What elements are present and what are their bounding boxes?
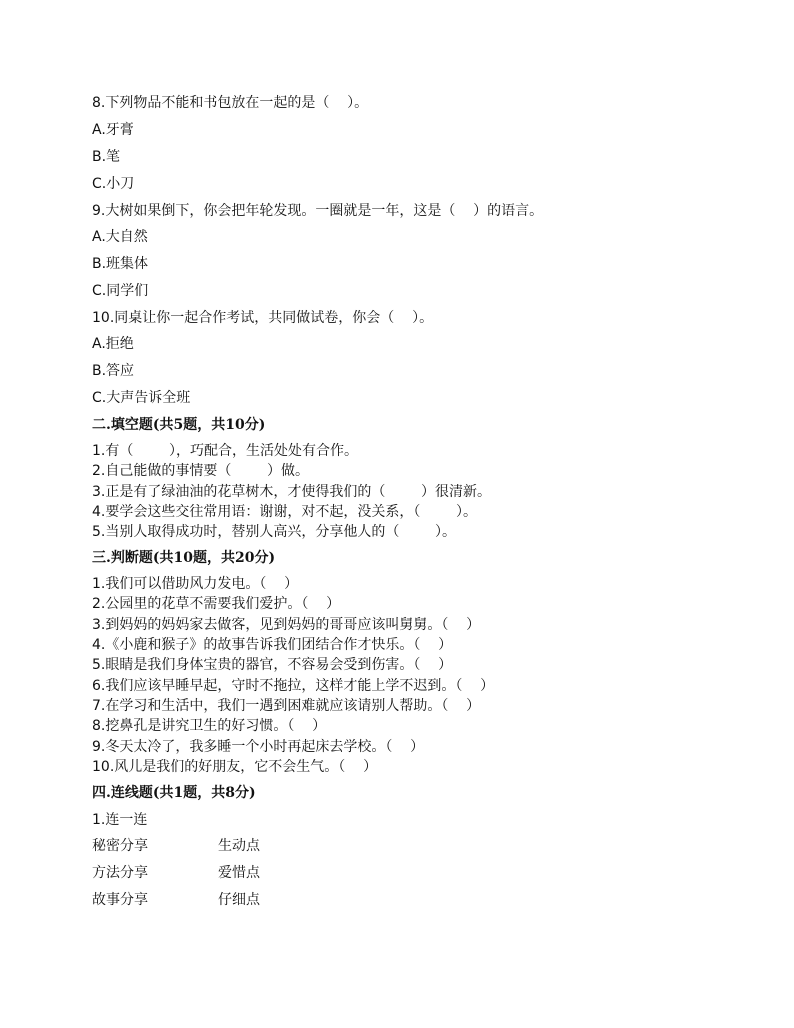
section4-heading: 四.连线题(共1题，共8分) [92, 785, 256, 801]
section3-item-9: 9.冬天太冷了，我多睡一个小时再起床去学校。（ ） [92, 739, 425, 755]
q9-stem: 9.大树如果倒下，你会把年轮发现。一圈就是一年，这是（ ）的语言。 [92, 203, 544, 219]
section3-item-1: 1.我们可以借助风力发电。（ ） [92, 576, 299, 592]
section2-heading: 二.填空题(共5题，共10分) [92, 417, 266, 433]
section2-item-4: 4.要学会这些交往常用语：谢谢，对不起，没关系，（ ）。 [92, 504, 477, 520]
q8-option-b: B.笔 [92, 149, 121, 165]
match-left-item[interactable]: 方法分享 [92, 865, 148, 881]
match-left-item[interactable]: 秘密分享 [92, 838, 148, 854]
section3-item-7: 7.在学习和生活中，我们一遇到困难就应该请别人帮助。（ ） [92, 698, 481, 714]
q10-option-c: C.大声告诉全班 [92, 390, 191, 406]
section3-heading: 三.判断题(共10题，共20分) [92, 550, 276, 566]
section3-item-6: 6.我们应该早睡早起，守时不拖拉，这样才能上学不迟到。（ ） [92, 678, 495, 694]
q9-option-a: A.大自然 [92, 229, 148, 245]
q10-option-b: B.答应 [92, 363, 135, 379]
section3-item-10: 10.风儿是我们的好朋友，它不会生气。（ ） [92, 759, 378, 775]
q10-stem: 10.同桌让你一起合作考试，共同做试卷，你会（ ）。 [92, 310, 434, 326]
q8-option-c: C.小刀 [92, 176, 135, 192]
q9-option-c: C.同学们 [92, 283, 149, 299]
section2-item-3: 3.正是有了绿油油的花草树木，才使得我们的（ ）很清新。 [92, 484, 491, 500]
section2-item-5: 5.当别人取得成功时，替别人高兴，分享他人的（ ）。 [92, 524, 456, 540]
section3-item-8: 8.挖鼻孔是讲究卫生的好习惯。（ ） [92, 718, 327, 734]
q8-stem: 8.下列物品不能和书包放在一起的是（ ）。 [92, 95, 369, 111]
q8-option-a: A.牙膏 [92, 122, 134, 138]
section2-item-2: 2.自己能做的事情要（ ）做。 [92, 463, 309, 479]
section3-item-4: 4.《小鹿和猴子》的故事告诉我们团结合作才快乐。（ ） [92, 637, 453, 653]
match-right-item[interactable]: 仔细点 [218, 892, 260, 908]
section3-item-5: 5.眼睛是我们身体宝贵的器官，不容易会受到伤害。（ ） [92, 657, 453, 673]
match-right-item[interactable]: 生动点 [218, 838, 260, 854]
q9-option-b: B.班集体 [92, 256, 149, 272]
q10-option-a: A.拒绝 [92, 336, 134, 352]
section4-question: 1.连一连 [92, 812, 148, 828]
match-right-item[interactable]: 爱惜点 [218, 865, 260, 881]
section2-item-1: 1.有（ ），巧配合，生活处处有合作。 [92, 443, 358, 459]
section3-item-3: 3.到妈妈的妈妈家去做客，见到妈妈的哥哥应该叫舅舅。（ ） [92, 617, 481, 633]
match-left-item[interactable]: 故事分享 [92, 892, 148, 908]
section3-item-2: 2.公园里的花草不需要我们爱护。（ ） [92, 596, 341, 612]
